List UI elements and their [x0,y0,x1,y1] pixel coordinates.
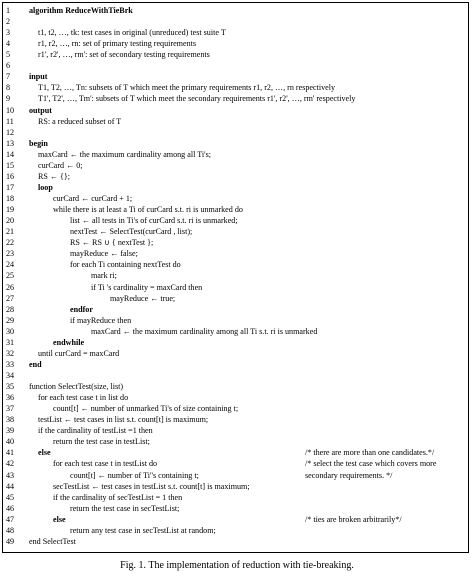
code-line [3,17,468,27]
code-line [3,294,468,304]
code-line [3,271,468,281]
code-line [3,316,468,326]
code-line [3,382,468,392]
line-number: 49 [6,536,15,546]
line-text: for each Ti containing nextTest do [70,260,181,270]
line-comment: /* ties are broken arbitrarily*/ [305,514,402,524]
line-number: 43 [6,470,15,480]
line-number: 4 [6,39,11,49]
line-number: 35 [6,382,15,392]
line-number: 23 [6,249,15,259]
code-line [3,349,468,359]
line-number: 1 [6,6,11,15]
code-line [3,172,468,182]
code-line [3,504,468,514]
line-number: 16 [6,171,15,181]
code-line [3,83,468,93]
code-line [3,117,468,127]
line-text: loop [38,182,53,192]
code-line [3,305,468,315]
line-number: 47 [6,514,15,524]
line-number: 6 [6,61,11,71]
line-text: RS ← {}; [38,171,71,181]
algorithm-box [2,2,469,553]
line-text: return the test case in testList; [53,437,150,447]
line-number: 13 [6,138,15,148]
line-text: else [38,448,51,458]
line-number: 9 [6,94,11,104]
line-text: if the cardinality of secTestList = 1 then [53,492,183,502]
line-number: 11 [6,116,14,126]
code-line [3,61,468,71]
line-number: 42 [6,459,15,469]
code-line [3,50,468,60]
line-text: curCard ← 0; [38,160,83,170]
code-line [3,327,468,337]
code-line [3,360,468,370]
code-line [3,404,468,414]
code-line [3,39,468,49]
line-text: count[t] ← number of Ti''s containing t; [70,470,199,480]
line-number: 27 [6,293,15,303]
line-number: 3 [6,28,11,38]
line-text: testList ← test cases in list s.t. count[t] is maximum; [38,415,209,425]
line-number: 33 [6,359,15,369]
line-text: maxCard ← the maximum cardinality among all Ti's; [38,149,211,159]
line-text: curCard ← curCard + 1; [53,194,133,204]
line-number: 31 [6,337,15,347]
line-number: 44 [6,481,15,491]
line-number: 40 [6,437,15,447]
line-text: else [53,514,66,524]
line-text: function SelectTest(size, list) [29,382,124,392]
line-text: begin [29,138,48,148]
line-comment: /* select the test case which covers more [305,459,437,469]
line-text: until curCard = maxCard [38,348,120,358]
figure-caption: Fig. 1. The implementation of reduction with tie-breaking. [120,560,354,571]
line-number: 8 [6,83,11,93]
line-text: RS ← RS ∪ { nextTest }; [70,238,154,248]
code-line [3,415,468,425]
line-number: 26 [6,282,15,292]
line-text: while there is at least a Ti of curCard s.t. ri is unmarked do [53,205,243,215]
line-number: 18 [6,194,15,204]
line-number: 21 [6,227,15,237]
line-text: if mayReduce then [70,315,132,325]
code-line [3,537,468,547]
line-text: end [29,359,42,369]
line-number: 36 [6,393,15,403]
line-number: 45 [6,492,15,502]
line-text: if the cardinality of testList =1 then [38,426,153,436]
line-number: 37 [6,404,15,414]
line-text: end SelectTest [29,536,76,546]
line-text: endwhile [53,337,85,347]
code-line [3,238,468,248]
line-text: algorithm ReduceWithTieBrk [29,6,133,15]
line-number: 48 [6,525,15,535]
line-text: mark ri; [91,271,117,281]
code-line [3,482,468,492]
code-line [3,216,468,226]
line-number: 20 [6,216,15,226]
line-text: endfor [70,304,93,314]
line-number: 15 [6,160,15,170]
code-line [3,526,468,536]
line-number: 38 [6,415,15,425]
line-text: return the test case in secTestList; [70,503,180,513]
line-text: r1', r2', …, rm': set of secondary testing requirements [38,50,210,60]
line-text: list ← all tests in Ti's of curCard s.t. ri is unmarked; [70,216,238,226]
line-text: RS: a reduced subset of T [38,116,122,126]
code-line [3,515,468,525]
code-line [3,139,468,149]
code-line [3,426,468,436]
code-line [3,150,468,160]
code-line [3,493,468,503]
line-number: 24 [6,260,15,270]
code-line [3,194,468,204]
code-line [3,161,468,171]
line-number: 25 [6,271,15,281]
code-line [3,205,468,215]
code-line [3,6,468,16]
line-number: 5 [6,50,11,60]
line-text: output [29,105,52,115]
code-line [3,28,468,38]
line-number: 41 [6,448,15,458]
line-text: t1, t2, …, tk: test cases in original (unreduced) test suite T [38,28,226,38]
line-number: 10 [6,105,15,115]
line-text: T1, T2, …, Tn: subsets of T which meet the primary requirements r1, r2, …, rn respectively [38,83,336,93]
code-line [3,183,468,193]
code-line [3,283,468,293]
code-line [3,260,468,270]
line-number: 2 [6,17,11,27]
line-text: nextTest ← SelectTest(curCard , list); [70,227,193,237]
code-line [3,393,468,403]
line-number: 46 [6,503,15,513]
line-comment: secondary requirements. */ [305,470,393,480]
line-number: 39 [6,426,15,436]
code-line [3,128,468,138]
line-number: 28 [6,304,15,314]
code-line [3,459,468,469]
code-line [3,471,468,481]
line-text: mayReduce ← false; [70,249,138,259]
code-line [3,338,468,348]
line-number: 30 [6,326,15,336]
line-number: 19 [6,205,15,215]
line-number: 22 [6,238,15,248]
line-number: 17 [6,182,15,192]
line-text: maxCard ← the maximum cardinality among all Ti s.t. ri is unmarked [91,326,318,336]
line-text: for each test case t in testList do [53,459,158,469]
line-number: 14 [6,149,15,159]
code-line [3,72,468,82]
line-number: 32 [6,348,15,358]
line-text: return any test case in secTestList at random; [70,525,216,535]
line-text: input [29,72,48,82]
code-line [3,106,468,116]
line-text: mayReduce ← true; [110,293,176,303]
code-line [3,94,468,104]
line-number: 7 [6,72,11,82]
line-text: T1', T2', …, Tm': subsets of T which meet the secondary requirements r1', r2', …, rm' respectively [38,94,356,104]
code-line [3,437,468,447]
line-number: 34 [6,370,15,380]
line-comment: /* there are more than one candidates.*/ [305,448,435,458]
line-text: r1, r2, …, rn: set of primary testing requirements [38,39,197,49]
code-line [3,227,468,237]
code-line [3,371,468,381]
line-number: 12 [6,127,15,137]
code-line [3,249,468,259]
code-line [3,448,468,458]
line-text: secTestList ← test cases in testList s.t. count[t] is maximum; [53,481,250,491]
line-text: count[t] ← number of unmarked Ti's of size containing t; [53,404,239,414]
line-number: 29 [6,315,15,325]
line-text: if Ti 's cardinality = maxCard then [91,282,203,292]
line-text: for each test case t in list do [38,393,129,403]
